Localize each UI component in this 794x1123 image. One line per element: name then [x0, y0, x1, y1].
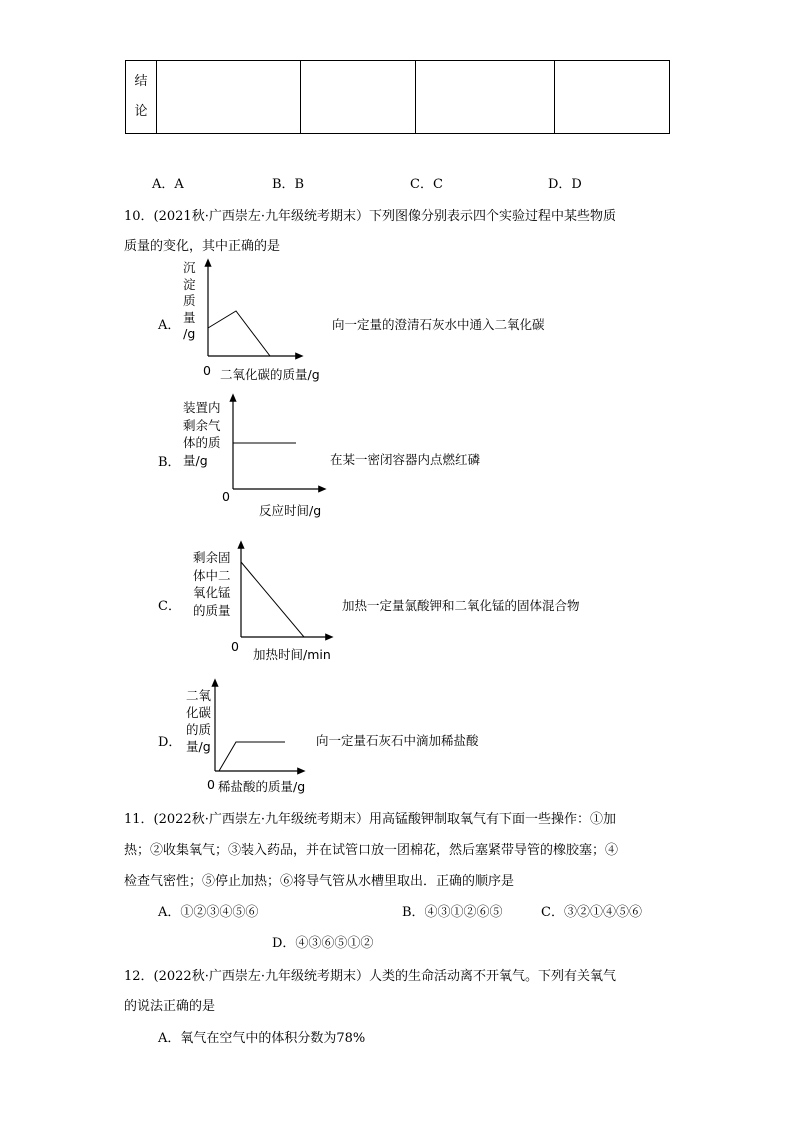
q9-option-a[interactable]: A．A — [152, 177, 184, 192]
graph-c-ylabel-line: 的质量 — [193, 602, 231, 618]
q10-option-a-letter[interactable]: A． — [158, 318, 181, 333]
table-row — [126, 61, 670, 134]
table-row-label-char: 结 — [134, 74, 148, 89]
q10-option-b-letter[interactable]: B． — [158, 455, 181, 470]
graph-d-ylabel-line: 量/g — [186, 739, 211, 754]
q10-stem-line2: 质量的变化，其中正确的是 — [124, 239, 281, 254]
conclusion-table — [125, 60, 670, 134]
q11-option-b[interactable]: B．④③①②⑥⑤ — [402, 905, 503, 920]
q10-option-a-description: 向一定量的澄清石灰水中通入二氧化碳 — [332, 317, 545, 332]
q12-option-a[interactable]: A．氧气在空气中的体积分数为78% — [158, 1031, 366, 1046]
graph-c-ylabel-line: 剩余固 — [193, 550, 231, 565]
graph-b-origin: 0 — [222, 489, 230, 504]
table-row-label-cell — [126, 61, 157, 134]
graph-b — [225, 393, 335, 495]
graph-d-curve — [219, 742, 285, 771]
q11-option-a[interactable]: A．①②③④⑤⑥ — [158, 905, 259, 920]
graph-a-origin: 0 — [203, 363, 211, 378]
graph-d-ylabel-line: 化碳 — [186, 705, 212, 720]
q10-option-b-description: 在某一密闭容器内点燃红磷 — [330, 452, 481, 467]
table-cell — [555, 61, 670, 134]
graph-c-ylabel-line: 氧化锰 — [193, 585, 231, 600]
graph-a-ylabel-line: 淀 — [183, 276, 196, 292]
graph-b-ylabel-line: 剩余气 — [183, 417, 221, 433]
q9-option-b[interactable]: B．B — [272, 177, 305, 192]
graph-c-xlabel: 加热时间/min — [253, 647, 331, 662]
graph-a — [200, 258, 310, 368]
q9-option-c[interactable]: C．C — [410, 177, 443, 192]
q10-option-d-letter[interactable]: D． — [158, 735, 182, 750]
graph-a-ylabel-line: 沉 — [183, 260, 196, 275]
q10-option-c-letter[interactable]: C． — [158, 599, 181, 614]
table-cell — [301, 61, 416, 134]
graph-c — [233, 540, 338, 640]
graph-a-ylabel — [183, 260, 196, 343]
graph-a-ylabel-line: 质 — [183, 293, 196, 308]
q12-stem-line2: 的说法正确的是 — [124, 999, 216, 1014]
q9-option-d[interactable]: D．D — [548, 177, 582, 192]
graph-a-curve — [208, 311, 270, 356]
table-row-label-char: 论 — [134, 104, 148, 119]
graph-a-ylabel-line: 量 — [183, 309, 196, 325]
table-cell — [157, 61, 301, 134]
graph-d — [207, 678, 312, 778]
graph-d-origin: 0 — [207, 777, 215, 792]
q10-option-c-description: 加热一定量氯酸钾和二氧化锰的固体混合物 — [342, 598, 580, 613]
q11-stem-line2: 热；②收集氧气；③装入药品，并在试管口放一团棉花，然后塞紧带导管的橡胶塞；④ — [124, 843, 619, 858]
q11-option-d[interactable]: D．④③⑥⑤①② — [272, 936, 374, 951]
graph-a-ylabel-line: /g — [183, 326, 196, 341]
graph-c-ylabel-line: 体中二 — [193, 567, 231, 583]
graph-d-ylabel-line: 二氧 — [186, 688, 212, 703]
q11-stem-line3: 检查气密性；⑤停止加热；⑥将导气管从水槽里取出．正确的顺序是 — [124, 874, 515, 889]
graph-b-ylabel — [183, 399, 221, 469]
graph-a-xlabel: 二氧化碳的质量/g — [220, 367, 320, 382]
q11-option-c[interactable]: C．③②①④⑤⑥ — [541, 905, 642, 920]
graph-b-ylabel-line: 量/g — [183, 452, 208, 468]
q10-stem-line1: 10．(2021秋·广西崇左·九年级统考期末）下列图像分别表示四个实验过程中某些物质 — [124, 209, 616, 224]
graph-b-xlabel: 反应时间/g — [259, 503, 322, 518]
graph-b-ylabel-line: 装置内 — [183, 400, 221, 415]
graph-d-xlabel: 稀盐酸的质量/g — [218, 779, 306, 794]
graph-b-ylabel-line: 体的质 — [183, 435, 221, 450]
table-cell — [416, 61, 555, 134]
q10-option-d-description: 向一定量石灰石中滴加稀盐酸 — [316, 733, 479, 748]
graph-c-ylabel — [193, 549, 231, 619]
q12-stem-line1: 12．(2022秋·广西崇左·九年级统考期末）人类的生命活动离不开氧气。下列有关氧气 — [124, 969, 616, 984]
q11-stem-line1: 11．(2022秋·广西崇左·九年级统考期末）用高锰酸钾制取氧气有下面一些操作：①加 — [124, 812, 616, 827]
graph-c-origin: 0 — [231, 639, 239, 654]
graph-d-ylabel-line: 的质 — [186, 722, 212, 737]
graph-c-curve — [241, 562, 304, 637]
